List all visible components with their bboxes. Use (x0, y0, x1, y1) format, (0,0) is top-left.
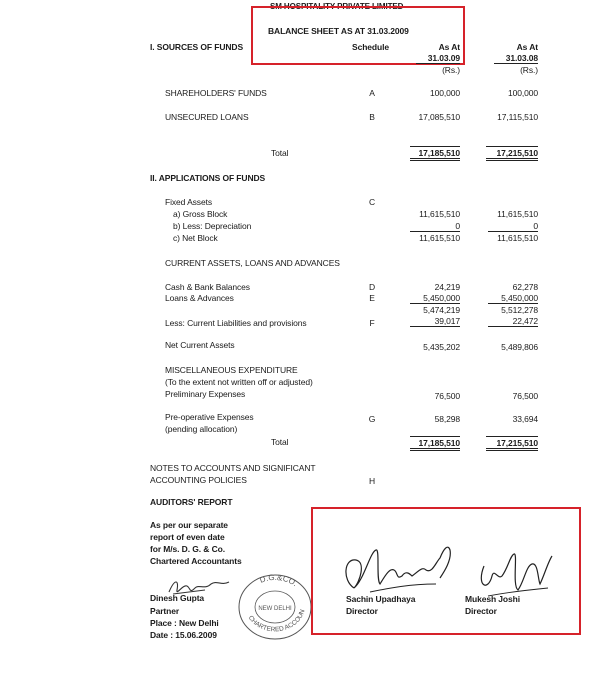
schedule-column-header: Schedule (352, 42, 389, 52)
svg-text:CHARTERED ACCOUNTANTS: CHARTERED ACCOUNTANTS (233, 567, 307, 634)
auditor-role: Partner (150, 606, 180, 616)
preoperative-expenses-2008: 33,694 (512, 414, 538, 424)
auditors-report-heading: AUDITORS' REPORT (150, 497, 233, 507)
depreciation-2008: 0 (488, 221, 538, 232)
preliminary-expenses-2009: 76,500 (434, 391, 460, 401)
cash-bank-2009: 24,219 (434, 282, 460, 292)
applications-total-label: Total (271, 437, 289, 447)
preoperative-expenses-schedule: G (368, 414, 376, 424)
auditors-line-1: As per our separate (150, 520, 228, 530)
sources-total-2009: 17,185,510 (410, 146, 460, 161)
unit-2008: (Rs.) (520, 65, 538, 75)
auditors-line-3: for M/s. D. G. & Co. (150, 544, 225, 554)
preoperative-expenses-2009: 58,298 (434, 414, 460, 424)
misc-expenditure-heading: MISCELLANEOUS EXPENDITURE (165, 365, 298, 375)
company-name: SM HOSPITALITY PRIVATE LIMITED (270, 2, 404, 11)
shareholders-funds-label: SHAREHOLDERS' FUNDS (165, 88, 267, 98)
current-liabilities-2008: 22,472 (488, 316, 538, 327)
net-current-assets-label: Net Current Assets (165, 340, 235, 350)
preliminary-expenses-2008: 76,500 (512, 391, 538, 401)
net-current-assets-2009: 5,435,202 (423, 342, 460, 352)
cash-bank-label: Cash & Bank Balances (165, 282, 250, 292)
preoperative-expenses-label: Pre-operative Expenses (165, 412, 254, 422)
notes-line-1: NOTES TO ACCOUNTS AND SIGNIFICANT (150, 463, 316, 473)
gross-block-2008: 11,615,510 (497, 209, 538, 219)
cash-bank-2008: 62,278 (512, 282, 538, 292)
cash-bank-schedule: D (368, 282, 376, 292)
loans-advances-2008: 5,450,000 (488, 293, 538, 304)
shareholders-funds-2008: 100,000 (507, 88, 538, 98)
net-block-2008: 11,615,510 (497, 233, 538, 243)
notes-line-2: ACCOUNTING POLICIES (150, 475, 247, 485)
firm-seal (233, 567, 314, 642)
director-1-name: Sachin Upadhaya (346, 594, 416, 604)
sources-total-label: Total (271, 148, 289, 158)
current-liabilities-2009: 39,017 (410, 316, 460, 327)
misc-expenditure-note: (To the extent not written off or adjusted) (165, 377, 313, 387)
current-subtotal-2009: 5,474,219 (423, 305, 460, 315)
shareholders-funds-schedule: A (369, 88, 375, 98)
unsecured-loans-2009: 17,085,510 (418, 112, 460, 122)
notes-schedule: H (368, 476, 376, 486)
net-block-label: c) Net Block (173, 233, 218, 243)
unsecured-loans-2008: 17,115,510 (497, 112, 538, 122)
director-2-title: Director (465, 606, 497, 616)
fixed-assets-schedule: C (368, 197, 376, 207)
svg-text:D.G.&CO.: D.G.&CO. (258, 572, 300, 589)
current-liabilities-label: Less: Current Liabilities and provisions (165, 318, 307, 328)
director-1-title: Director (346, 606, 378, 616)
current-liabilities-schedule: F (369, 318, 375, 328)
current-assets-heading: CURRENT ASSETS, LOANS AND ADVANCES (165, 258, 340, 268)
sheet-title: BALANCE SHEET AS AT 31.03.2009 (268, 26, 409, 36)
auditors-line-2: report of even date (150, 532, 225, 542)
asat-2008-header: As At (516, 42, 538, 52)
applications-heading: II. APPLICATIONS OF FUNDS (150, 173, 266, 183)
loans-advances-label: Loans & Advances (165, 293, 234, 303)
applications-total-2008: 17,215,510 (486, 436, 538, 451)
sources-heading: I. SOURCES OF FUNDS (150, 42, 244, 52)
loans-advances-2009: 5,450,000 (410, 293, 460, 304)
auditor-date: Date : 15.06.2009 (150, 630, 217, 640)
current-subtotal-2008: 5,512,278 (501, 305, 538, 315)
shareholders-funds-2009: 100,000 (429, 88, 460, 98)
auditors-line-4: Chartered Accountants (150, 556, 242, 566)
applications-total-2009: 17,185,510 (410, 436, 460, 451)
date-2009-header: 31.03.09 (416, 53, 460, 64)
net-block-2009: 11,615,510 (419, 233, 460, 243)
director-1-signature (340, 540, 460, 600)
sources-total-2008: 17,215,510 (486, 146, 538, 161)
unit-2009: (Rs.) (442, 65, 460, 75)
loans-advances-schedule: E (369, 293, 375, 303)
asat-2009-header: As At (438, 42, 460, 52)
fixed-assets-label: Fixed Assets (165, 197, 212, 207)
auditor-place: Place : New Delhi (150, 618, 219, 628)
pending-allocation-note: (pending allocation) (165, 424, 238, 434)
svg-text:NEW DELHI: NEW DELHI (258, 606, 292, 612)
date-2008-header: 31.03.08 (494, 53, 538, 64)
director-2-name: Mukesh Joshi (465, 594, 521, 604)
gross-block-label: a) Gross Block (173, 209, 228, 219)
net-current-assets-2008: 5,489,806 (501, 342, 538, 352)
depreciation-2009: 0 (410, 221, 460, 232)
unsecured-loans-schedule: B (369, 112, 375, 122)
auditor-partner-name: Dinesh Gupta (150, 593, 205, 603)
gross-block-2009: 11,615,510 (419, 209, 460, 219)
unsecured-loans-label: UNSECURED LOANS (165, 112, 249, 122)
depreciation-label: b) Less: Depreciation (173, 221, 252, 231)
preliminary-expenses-label: Preliminary Expenses (165, 389, 246, 399)
